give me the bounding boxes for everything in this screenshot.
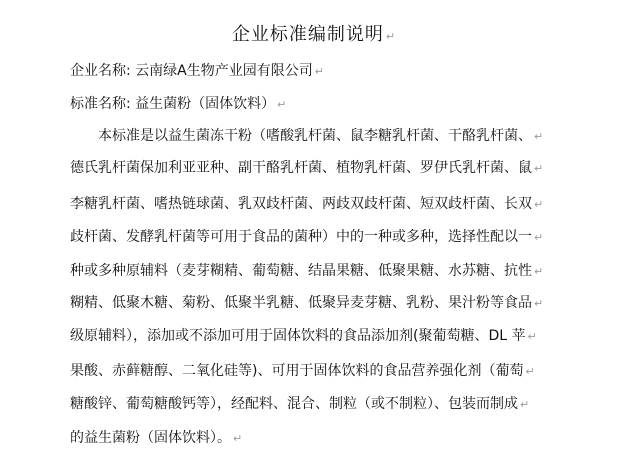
paragraph-mark-icon: ↵ [385, 30, 397, 43]
body-line: 本标准是以益生菌冻干粉（嗜酸乳杆菌、鼠李糖乳杆菌、干酪乳杆菌、 ↵ [98, 128, 544, 144]
paragraph-mark-icon: ↵ [314, 65, 324, 78]
company-name-line [70, 60, 324, 80]
body-line: 糊精、低聚木糖、菊粉、低聚半乳糖、低聚异麦芽糖、乳粉、果汁粉等食品 ↵ [70, 295, 544, 311]
company-name-label: 企业名称: [70, 63, 131, 79]
paragraph-mark-icon: ↵ [534, 231, 544, 244]
paragraph-mark-icon: ↵ [527, 330, 537, 343]
paragraph-mark-icon: ↵ [534, 198, 544, 211]
paragraph-mark-icon: ↵ [520, 398, 530, 411]
body-line: 歧杆菌、发酵乳杆菌等可用于食品的菌种）中的一种或多种，选择性配以一 ↵ [70, 229, 544, 245]
paragraph-mark-icon: ↵ [525, 365, 535, 378]
standard-name-label: 标准名称: [70, 96, 131, 112]
body-line: 级原辅料），添加或不添加可用于固体饮料的食品添加剂(聚葡萄糖、DL 苹 ↵ [70, 328, 537, 344]
cropped-next-line [70, 452, 570, 462]
document-title: 企业标准编制说明 ↵ [231, 24, 397, 45]
body-line: 糖酸锌、葡萄糖酸钙等），经配料、混合、制粒（或不制粒）、包装而制成 ↵ [70, 396, 530, 412]
standard-name-value: 益生菌粉（固体饮料） [135, 96, 276, 112]
paragraph-mark-icon: ↵ [534, 265, 544, 278]
body-line: 德氏乳杆菌保加利亚亚种、副干酪乳杆菌、植物乳杆菌、罗伊氏乳杆菌、鼠 ↵ [70, 160, 544, 176]
body-line: 果酸、赤藓糖醇、二氧化硅等)、可用于固体饮料的食品营养强化剂（葡萄 ↵ [70, 363, 535, 379]
paragraph-mark-icon: ↵ [534, 162, 544, 175]
body-line: 的益生菌粉（固体饮料）。 ↵ [70, 430, 243, 446]
paragraph-mark-icon: ↵ [233, 432, 243, 445]
standard-name-line [70, 93, 286, 113]
company-name-value: 云南绿A生物产业园有限公司 [135, 63, 313, 79]
body-line: 种或多种原辅料（麦芽糊精、葡萄糖、结晶果糖、低聚果糖、水苏糖、抗性 ↵ [70, 263, 544, 279]
paragraph-mark-icon: ↵ [534, 130, 544, 143]
body-line: 李糖乳杆菌、嗜热链球菌、乳双歧杆菌、两歧双歧杆菌、短双歧杆菌、长双 ↵ [70, 196, 544, 212]
paragraph-mark-icon: ↵ [277, 98, 287, 111]
paragraph-mark-icon: ↵ [534, 297, 544, 310]
